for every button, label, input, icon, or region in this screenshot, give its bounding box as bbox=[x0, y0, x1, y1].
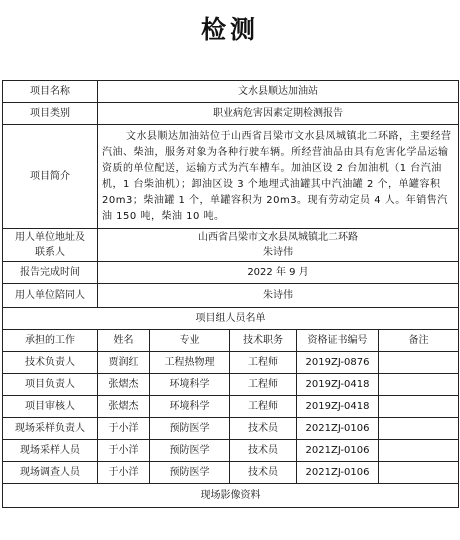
row-team-header bbox=[3, 330, 459, 352]
team-note bbox=[379, 352, 459, 374]
address-label-line-1: 用人单位地址及 bbox=[15, 232, 85, 243]
project-intro-value: 文水县顺达加油站位于山西省吕梁市文水县凤城镇北二环路，主要经营汽油、柴油，服务对象为各种行驶车辆。所经营油品由具有危害化学品运输资质的单位配送，运输方式为汽车槽车。加油区设 2 台加油机（1 台汽油机，1 台柴油机）；卸油区设 3 个地埋式油罐其中汽油罐 2 个，单罐容积 20m3；柴油罐 1 个，单罐容积为 20m3。现有劳动定员 4 人。年销售汽油 150 吨，柴油 10 吨。 bbox=[98, 125, 459, 229]
row-project-category bbox=[3, 103, 459, 125]
team-header-major: 专业 bbox=[150, 330, 230, 352]
team-title: 工程师 bbox=[230, 352, 297, 374]
team-cert: 2021ZJ-0106 bbox=[297, 462, 379, 484]
project-name-label: 项目名称 bbox=[3, 81, 98, 103]
team-note bbox=[379, 462, 459, 484]
team-row bbox=[3, 418, 459, 440]
team-role: 技术负责人 bbox=[3, 352, 98, 374]
project-category-label: 项目类别 bbox=[3, 103, 98, 125]
team-major: 预防医学 bbox=[150, 462, 230, 484]
team-cert: 2019ZJ-0876 bbox=[297, 352, 379, 374]
team-name: 贾润红 bbox=[98, 352, 150, 374]
team-name: 于小洋 bbox=[98, 462, 150, 484]
team-name: 于小洋 bbox=[98, 440, 150, 462]
report-date-value: 2022 年 9 月 bbox=[98, 262, 459, 284]
team-cert: 2021ZJ-0106 bbox=[297, 418, 379, 440]
row-report-date bbox=[3, 262, 459, 284]
team-title: 技术员 bbox=[230, 462, 297, 484]
team-major: 环境科学 bbox=[150, 374, 230, 396]
team-title: 工程师 bbox=[230, 374, 297, 396]
team-note bbox=[379, 418, 459, 440]
team-header-note: 备注 bbox=[379, 330, 459, 352]
team-major: 预防医学 bbox=[150, 440, 230, 462]
escort-value: 朱诗伟 bbox=[98, 284, 459, 308]
team-note bbox=[379, 396, 459, 418]
team-row bbox=[3, 374, 459, 396]
team-header-cert: 资格证书编号 bbox=[297, 330, 379, 352]
team-role: 项目审核人 bbox=[3, 396, 98, 418]
team-cert: 2019ZJ-0418 bbox=[297, 396, 379, 418]
document-title: 检测 bbox=[200, 15, 259, 44]
team-title: 工程师 bbox=[230, 396, 297, 418]
row-team-section-title bbox=[3, 308, 459, 330]
photos-section-title: 现场影像资料 bbox=[3, 484, 459, 508]
team-title: 技术员 bbox=[230, 440, 297, 462]
project-name-value: 文水县顺达加油站 bbox=[98, 81, 459, 103]
report-date-label: 报告完成时间 bbox=[3, 262, 98, 284]
escort-label: 用人单位陪同人 bbox=[3, 284, 98, 308]
project-category-value: 职业病危害因素定期检测报告 bbox=[98, 103, 459, 125]
team-role: 现场采样人员 bbox=[3, 440, 98, 462]
team-header-title: 技术职务 bbox=[230, 330, 297, 352]
team-row bbox=[3, 440, 459, 462]
row-project-intro bbox=[3, 125, 459, 229]
project-info-table bbox=[2, 80, 459, 508]
team-major: 预防医学 bbox=[150, 418, 230, 440]
team-cert: 2019ZJ-0418 bbox=[297, 374, 379, 396]
team-section-title: 项目组人员名单 bbox=[3, 308, 459, 330]
row-escort bbox=[3, 284, 459, 308]
team-major: 环境科学 bbox=[150, 396, 230, 418]
team-note bbox=[379, 440, 459, 462]
team-row bbox=[3, 352, 459, 374]
team-name: 于小洋 bbox=[98, 418, 150, 440]
address-value bbox=[98, 229, 459, 262]
team-note bbox=[379, 374, 459, 396]
project-intro-label: 项目简介 bbox=[3, 125, 98, 229]
team-header-name: 姓名 bbox=[98, 330, 150, 352]
team-row bbox=[3, 396, 459, 418]
team-cert: 2021ZJ-0106 bbox=[297, 440, 379, 462]
team-major: 工程热物理 bbox=[150, 352, 230, 374]
address-text: 山西省吕梁市文水县凤城镇北二环路 bbox=[198, 232, 358, 243]
contact-name: 朱诗伟 bbox=[263, 247, 293, 258]
team-name: 张熠杰 bbox=[98, 396, 150, 418]
team-header-role: 承担的工作 bbox=[3, 330, 98, 352]
address-label bbox=[3, 229, 98, 262]
team-title: 技术员 bbox=[230, 418, 297, 440]
row-address bbox=[3, 229, 459, 262]
team-role: 现场采样负责人 bbox=[3, 418, 98, 440]
team-name: 张熠杰 bbox=[98, 374, 150, 396]
team-role: 现场调查人员 bbox=[3, 462, 98, 484]
team-row bbox=[3, 462, 459, 484]
row-photos-section-title bbox=[3, 484, 459, 508]
team-role: 项目负责人 bbox=[3, 374, 98, 396]
address-label-line-2: 联系人 bbox=[35, 247, 65, 258]
row-project-name bbox=[3, 81, 459, 103]
